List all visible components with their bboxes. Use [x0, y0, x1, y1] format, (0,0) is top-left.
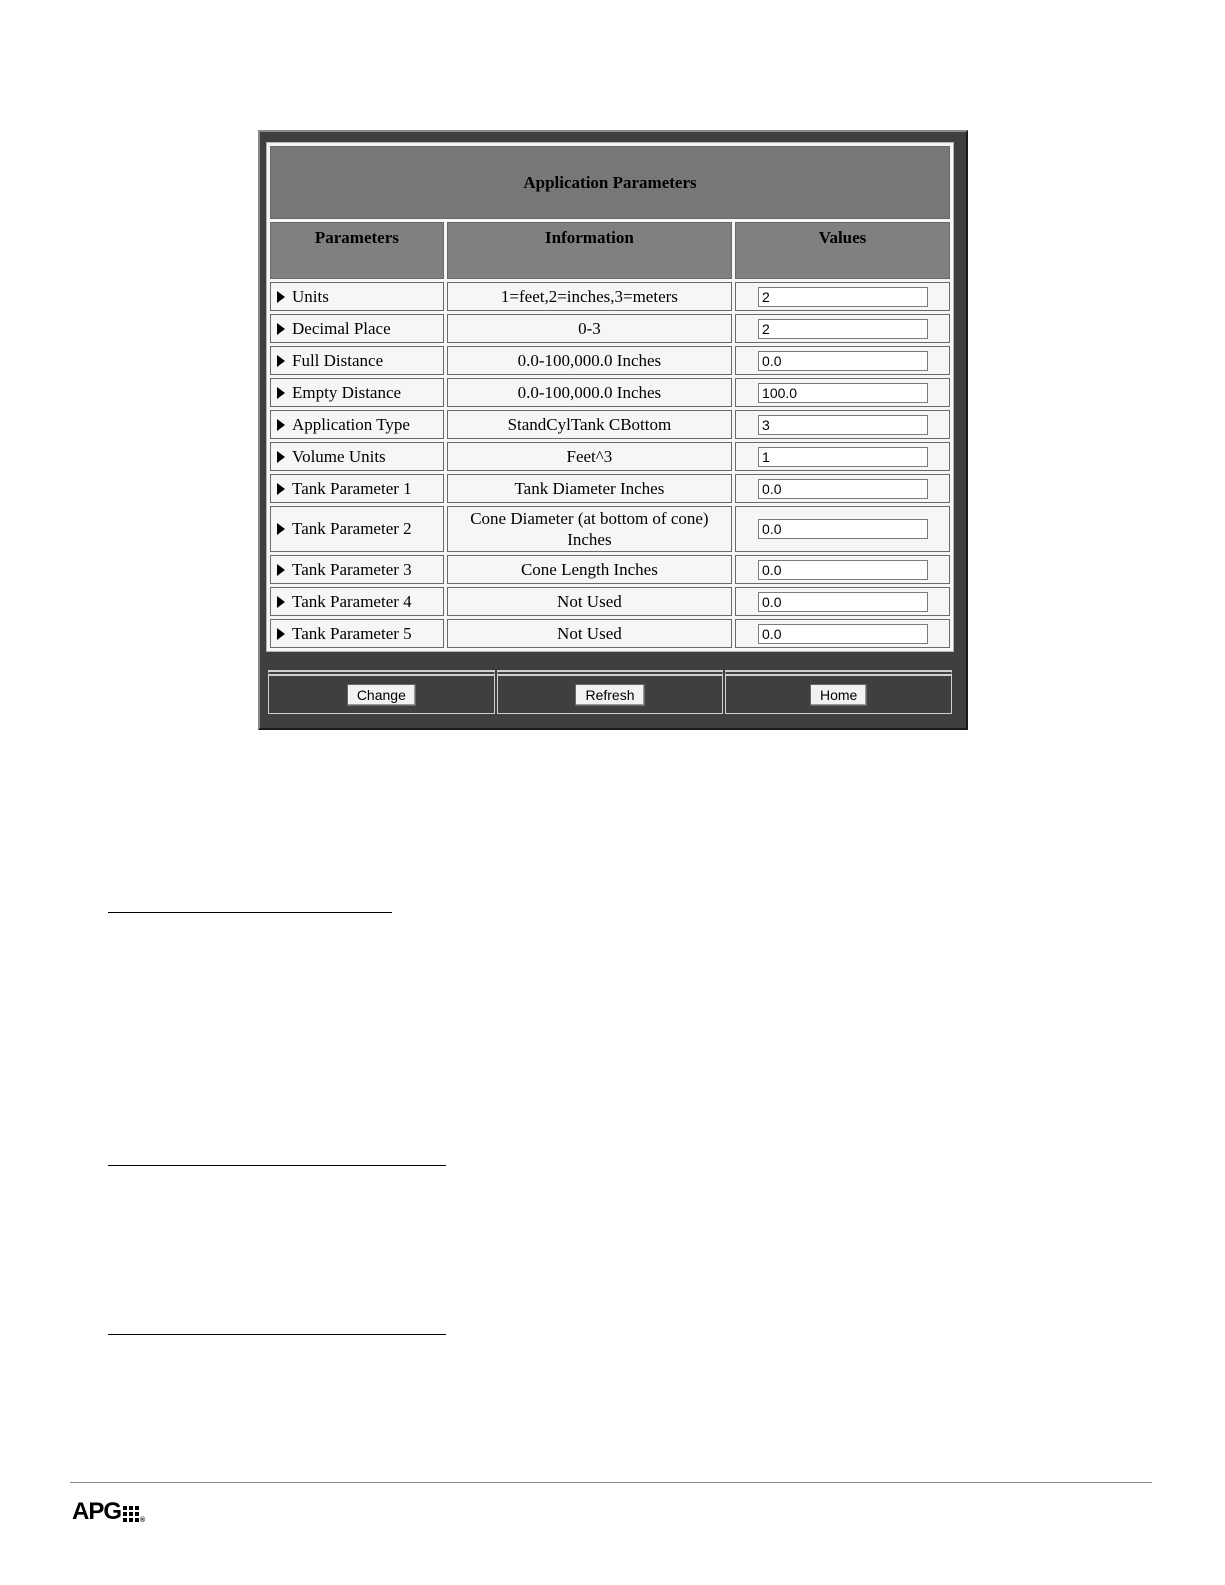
information-cell: 1=feet,2=inches,3=meters: [447, 282, 732, 311]
arrow-right-icon: [277, 451, 285, 463]
table-row: [270, 619, 950, 648]
arrow-right-icon: [277, 291, 285, 303]
arrow-right-icon: [277, 419, 285, 431]
value-cell: [735, 555, 950, 584]
button-bar: [268, 670, 952, 714]
value-cell: [735, 506, 950, 552]
value-cell: [735, 619, 950, 648]
table-row: [270, 314, 950, 343]
table-row: [270, 282, 950, 311]
parameter-cell: [270, 587, 444, 616]
parameter-name: Tank Parameter 4: [292, 591, 412, 611]
button-well: [725, 670, 952, 714]
column-header-values: Values: [735, 222, 950, 279]
value-cell: [735, 378, 950, 407]
information-cell: Tank Diameter Inches: [447, 474, 732, 503]
arrow-right-icon: [277, 483, 285, 495]
information-cell: Not Used: [447, 619, 732, 648]
information-cell: Not Used: [447, 587, 732, 616]
parameter-name: Volume Units: [292, 446, 386, 466]
table-row: [270, 442, 950, 471]
information-cell: Feet^3: [447, 442, 732, 471]
parameter-name: Tank Parameter 2: [292, 519, 412, 538]
arrow-right-icon: [277, 523, 285, 535]
information-cell: 0.0-100,000.0 Inches: [447, 346, 732, 375]
tank-parameter-3-input[interactable]: [758, 560, 928, 580]
parameters-table: [266, 142, 954, 652]
parameter-cell: [270, 474, 444, 503]
parameter-name: Full Distance: [292, 350, 384, 370]
parameter-cell: [270, 410, 444, 439]
footer-divider: [70, 1482, 1152, 1483]
parameter-cell: [270, 442, 444, 471]
value-cell: [735, 410, 950, 439]
arrow-right-icon: [277, 387, 285, 399]
arrow-right-icon: [277, 628, 285, 640]
table-row: [270, 587, 950, 616]
volume-units-input[interactable]: [758, 447, 928, 467]
arrow-right-icon: [277, 596, 285, 608]
refresh-button[interactable]: Refresh: [575, 684, 644, 706]
value-cell: [735, 314, 950, 343]
logo-grid-icon: [123, 1506, 139, 1522]
table-row: [270, 346, 950, 375]
parameter-cell: [270, 555, 444, 584]
section-underline: [108, 1334, 446, 1335]
application-type-input[interactable]: [758, 415, 928, 435]
section-underline: [108, 912, 392, 913]
table-row: [270, 474, 950, 503]
arrow-right-icon: [277, 564, 285, 576]
information-cell: 0-3: [447, 314, 732, 343]
button-well: [268, 670, 495, 714]
logo-text: APG: [72, 1498, 122, 1525]
column-header-parameters: Parameters: [270, 222, 444, 279]
parameter-cell: [270, 506, 444, 552]
change-button[interactable]: Change: [347, 684, 416, 706]
table-row: [270, 410, 950, 439]
value-cell: [735, 442, 950, 471]
table-row: [270, 506, 950, 552]
button-well: [497, 670, 724, 714]
home-button[interactable]: Home: [810, 684, 867, 706]
value-cell: [735, 282, 950, 311]
parameter-name: Decimal Place: [292, 318, 391, 338]
arrow-right-icon: [277, 323, 285, 335]
parameter-name: Tank Parameter 5: [292, 623, 412, 643]
parameter-name: Tank Parameter 3: [292, 559, 412, 579]
value-cell: [735, 587, 950, 616]
empty-distance-input[interactable]: [758, 383, 928, 403]
application-parameters-panel: [258, 130, 968, 730]
column-header-information: Information: [447, 222, 732, 279]
tank-parameter-5-input[interactable]: [758, 624, 928, 644]
full-distance-input[interactable]: [758, 351, 928, 371]
parameter-cell: [270, 314, 444, 343]
information-cell: Cone Diameter (at bottom of cone) Inches: [447, 506, 732, 552]
parameter-cell: [270, 282, 444, 311]
parameter-name: Units: [292, 286, 329, 306]
tank-parameter-4-input[interactable]: [758, 592, 928, 612]
table-row: [270, 378, 950, 407]
value-cell: [735, 474, 950, 503]
parameter-cell: [270, 619, 444, 648]
apg-logo: [72, 1498, 145, 1526]
parameter-name: Application Type: [292, 414, 410, 434]
parameter-name: Tank Parameter 1: [292, 478, 412, 498]
decimal-place-input[interactable]: [758, 319, 928, 339]
arrow-right-icon: [277, 355, 285, 367]
information-cell: 0.0-100,000.0 Inches: [447, 378, 732, 407]
table-row: [270, 555, 950, 584]
registered-mark: ®: [140, 1517, 146, 1524]
parameter-name: Empty Distance: [292, 382, 402, 402]
page-title: Application Parameters: [270, 146, 950, 219]
tank-parameter-2-input[interactable]: [758, 519, 928, 539]
tank-parameter-1-input[interactable]: [758, 479, 928, 499]
information-cell: Cone Length Inches: [447, 555, 732, 584]
information-cell: StandCylTank CBottom: [447, 410, 732, 439]
section-underline: [108, 1165, 446, 1166]
parameter-cell: [270, 346, 444, 375]
value-cell: [735, 346, 950, 375]
parameter-cell: [270, 378, 444, 407]
units-input[interactable]: [758, 287, 928, 307]
